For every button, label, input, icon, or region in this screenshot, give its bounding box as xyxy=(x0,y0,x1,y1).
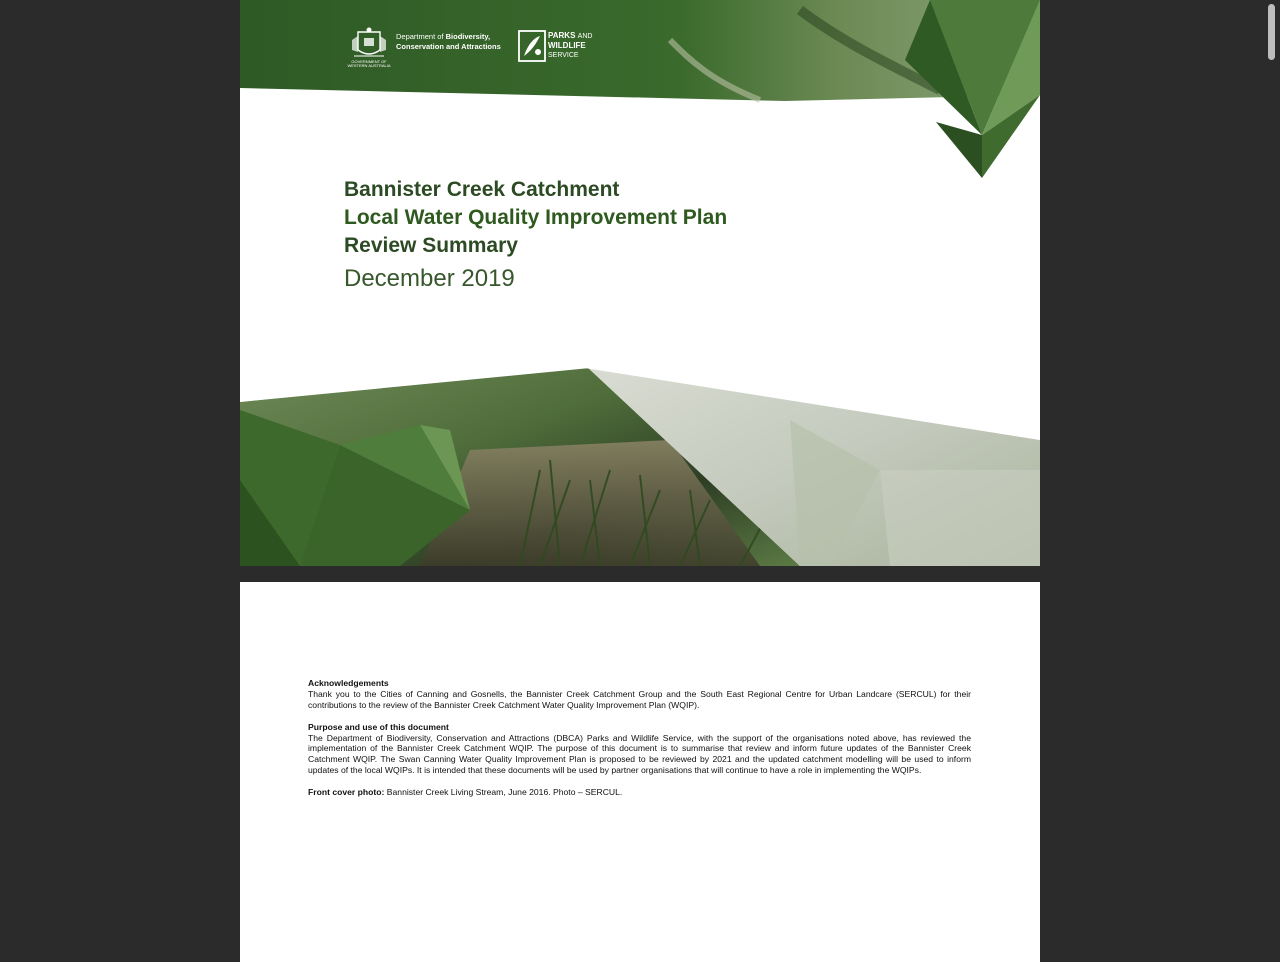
parks-wildlife-emblem-icon xyxy=(518,30,546,62)
department-bold: Biodiversity, xyxy=(445,32,491,41)
parks-wildlife-text xyxy=(548,31,614,60)
vertical-scrollbar[interactable] xyxy=(1268,4,1275,60)
acknowledgements-heading: Acknowledgements xyxy=(308,678,389,688)
photo-credit-text: Bannister Creek Living Stream, June 2016. Photo – SERCUL. xyxy=(384,787,623,798)
acknowledgements-text: Thank you to the Cities of Canning and Gosnells, the Bannister Creek Catchment Group and the South East Regional Centre for Urban Landcare (SERCUL) for their contributions to the review of the Bannister Creek Catchment Water Quality Improvement Plan (WQIP). xyxy=(308,688,971,710)
crest-caption: GOVERNMENT OF WESTERN AUSTRALIA xyxy=(347,59,391,68)
parks-line2: WILDLIFE xyxy=(548,41,586,50)
parks-wildlife-logo xyxy=(518,30,608,64)
cover-date: December 2019 xyxy=(344,265,515,292)
cover-photo-credit xyxy=(308,787,971,798)
title-line-2: Local Water Quality Improvement Plan xyxy=(344,206,728,229)
title-line-1: Bannister Creek Catchment xyxy=(344,178,620,201)
cover-page xyxy=(240,0,1040,566)
parks-line3: SERVICE xyxy=(548,52,579,59)
parks-line1: PARKS xyxy=(548,31,576,40)
page-2 xyxy=(240,582,1040,962)
parks-and: AND xyxy=(577,33,593,40)
department-name xyxy=(396,32,526,52)
page-2-body xyxy=(308,678,971,809)
department-prefix: Department of xyxy=(396,32,446,41)
department-line2: Conservation and Attractions xyxy=(396,42,501,51)
purpose-section xyxy=(308,722,971,777)
acknowledgements-section xyxy=(308,678,971,711)
photo-credit-label: Front cover photo: xyxy=(308,787,385,798)
title-line-3: Review Summary xyxy=(344,234,518,257)
purpose-text: The Department of Biodiversity, Conservation and Attractions (DBCA) Parks and Wildlife Service, with the support of the organisations noted above, has reviewed the implementation of the Bannister Creek Catchment WQIP. The purpose of this document is to summarise that review and inform future updates of the Bannister Creek Catchment WQIP. The Swan Canning Water Quality Improvement Plan is proposed to be reviewed by 2021 and the updated catchment modelling will be used to inform updates of the local WQIPs. It is intended that these documents will be used by partner organisations that will continue to have a role in implementing the WQIPs. xyxy=(308,732,971,776)
cover-title xyxy=(344,176,727,294)
purpose-heading: Purpose and use of this document xyxy=(308,721,449,732)
